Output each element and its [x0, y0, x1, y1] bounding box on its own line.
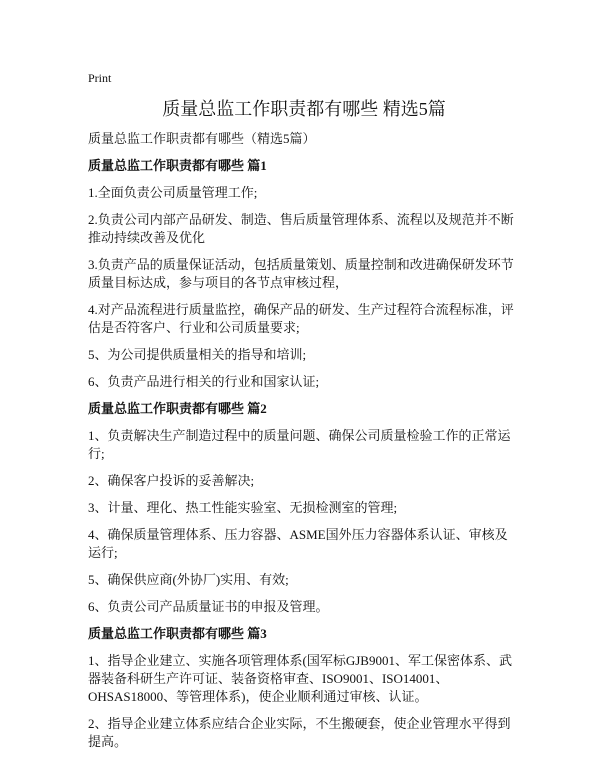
document-subtitle: 质量总监工作职责都有哪些（精选5篇）	[88, 131, 316, 146]
list-item: 6、负责产品进行相关的行业和国家认证;	[88, 374, 320, 389]
list-item: 4.对产品流程进行质量监控，确保产品的研发、生产过程符合流程标准，评估是否符客户、行业和公司质量要求;	[88, 302, 514, 335]
list-item: 2、指导企业建立体系应结合企业实际，不生搬硬套，使企业管理水平得到提高。	[88, 716, 511, 749]
document-page	[88, 70, 520, 760]
document-title: 质量总监工作职责都有哪些 精选5篇	[162, 99, 446, 119]
list-item: 6、负责公司产品质量证书的申报及管理。	[88, 599, 329, 614]
list-item: 2.负责公司内部产品研发、制造、售后质量管理体系、流程以及规范并不断推动持续改善及优化	[88, 212, 514, 245]
section-heading: 质量总监工作职责都有哪些 篇2	[88, 401, 267, 416]
section-heading: 质量总监工作职责都有哪些 篇1	[88, 158, 267, 173]
sections	[88, 157, 520, 751]
list-item: 1.全面负责公司质量管理工作;	[88, 185, 258, 200]
list-item: 5、为公司提供质量相关的指导和培训;	[88, 347, 307, 362]
list-item: 4、确保质量管理体系、压力容器、ASME国外压力容器体系认证、审核及运行;	[88, 527, 508, 560]
list-item: 2、确保客户投诉的妥善解决;	[88, 473, 255, 488]
section-heading: 质量总监工作职责都有哪些 篇3	[88, 626, 267, 641]
list-item: 5、确保供应商(外协厂)实用、有效;	[88, 572, 289, 587]
list-item: 3、计量、理化、热工性能实验室、无损检测室的管理;	[88, 500, 398, 515]
list-item: 1、指导企业建立、实施各项管理体系(国军标GJB9001、军工保密体系、武器装备科研生产许可证、装备资格审查、ISO9001、ISO14001、OHSAS18000、等管理体系)，使企业顺利通过审核、认证。	[88, 653, 512, 704]
list-item: 1、负责解决生产制造过程中的质量问题、确保公司质量检验工作的正常运行;	[88, 428, 511, 461]
print-label[interactable]: Print	[88, 71, 112, 85]
list-item: 3.负责产品的质量保证活动，包括质量策划、质量控制和改进确保研发环节质量目标达成，参与项目的各节点审核过程，	[88, 257, 514, 290]
